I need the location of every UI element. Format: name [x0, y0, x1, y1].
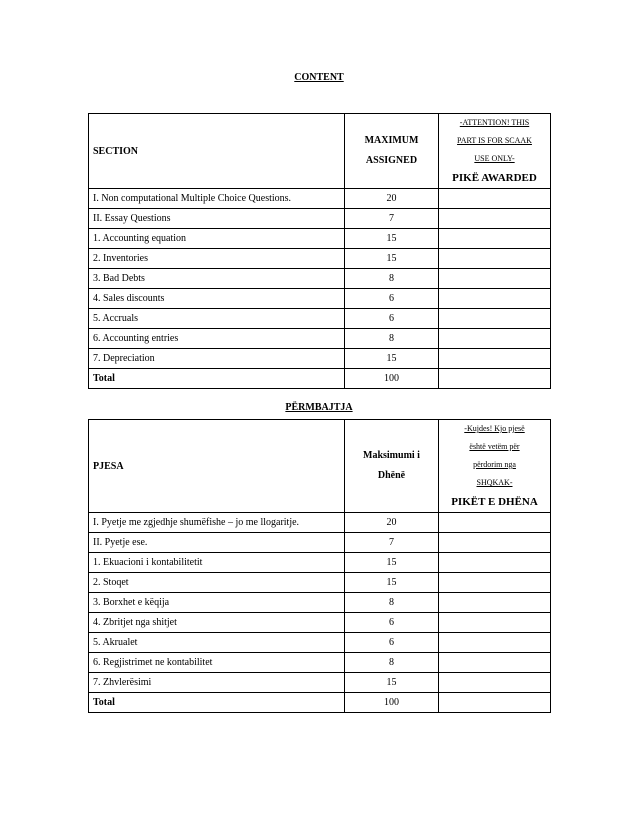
awarded-cell[interactable]	[439, 633, 551, 653]
awarded-cell[interactable]	[439, 289, 551, 309]
attention-line: -Kujdes! Kjo pjesë	[464, 424, 525, 433]
permbajtja-heading: PËRMBAJTJA	[285, 402, 353, 413]
attention-header	[439, 114, 551, 189]
total-awarded-cell[interactable]	[439, 693, 551, 713]
section-cell: 1. Ekuacioni i kontabilitetit	[89, 553, 345, 573]
max-header	[345, 114, 439, 189]
table-row	[89, 229, 551, 249]
awarded-cell[interactable]	[439, 553, 551, 573]
max-cell: 15	[345, 673, 439, 693]
section-cell: I. Pyetje me zgjedhje shumëfishe – jo me llogaritje.	[89, 513, 345, 533]
max-cell: 15	[345, 573, 439, 593]
max-cell: 6	[345, 289, 439, 309]
table-row	[89, 633, 551, 653]
section-cell: 1. Accounting equation	[89, 229, 345, 249]
table-row	[89, 309, 551, 329]
max-cell: 15	[345, 349, 439, 369]
awarded-cell[interactable]	[439, 229, 551, 249]
section-cell: 6. Accounting entries	[89, 329, 345, 349]
section-cell: 6. Regjistrimet ne kontabilitet	[89, 653, 345, 673]
section-cell: 4. Sales discounts	[89, 289, 345, 309]
section-cell: 3. Borxhet e këqija	[89, 593, 345, 613]
attention-line: USE ONLY-	[474, 154, 515, 163]
section-cell: I. Non computational Multiple Choice Questions.	[89, 189, 345, 209]
total-label: Total	[89, 369, 345, 389]
section-header: SECTION	[89, 114, 345, 189]
section-cell: 2. Stoqet	[89, 573, 345, 593]
section-cell: 4. Zbritjet nga shitjet	[89, 613, 345, 633]
attention-line: është vetëm për	[469, 442, 520, 451]
table-row	[89, 269, 551, 289]
attention-line: PART IS FOR SCAAK	[457, 136, 532, 145]
awarded-cell[interactable]	[439, 513, 551, 533]
max-cell: 15	[345, 229, 439, 249]
awarded-cell[interactable]	[439, 349, 551, 369]
total-max: 100	[345, 369, 439, 389]
max-cell: 8	[345, 653, 439, 673]
max-cell: 7	[345, 209, 439, 229]
table-row	[89, 613, 551, 633]
table-row	[89, 573, 551, 593]
table-row	[89, 289, 551, 309]
section-cell: 5. Akrualet	[89, 633, 345, 653]
attention-line: SHQKAK-	[476, 478, 513, 487]
max-cell: 6	[345, 309, 439, 329]
awarded-header: PIKËT E DHËNA	[451, 496, 538, 508]
max-cell: 8	[345, 593, 439, 613]
max-header	[345, 420, 439, 513]
attention-line: -ATTENTION! THIS	[459, 118, 530, 127]
section-cell: 5. Accruals	[89, 309, 345, 329]
awarded-cell[interactable]	[439, 533, 551, 553]
max-cell: 15	[345, 249, 439, 269]
max-header-line1: Maksimumi i	[363, 450, 420, 461]
section-cell: 2. Inventories	[89, 249, 345, 269]
content-table	[88, 113, 551, 389]
total-awarded-cell[interactable]	[439, 369, 551, 389]
total-max: 100	[345, 693, 439, 713]
max-header-line2: ASSIGNED	[365, 155, 418, 166]
table-row	[89, 553, 551, 573]
table-row	[89, 209, 551, 229]
max-header-line1: MAXIMUM	[364, 135, 419, 146]
header-row	[89, 420, 551, 513]
max-cell: 20	[345, 513, 439, 533]
awarded-cell[interactable]	[439, 613, 551, 633]
max-cell: 8	[345, 329, 439, 349]
table-row	[89, 249, 551, 269]
awarded-cell[interactable]	[439, 189, 551, 209]
attention-line: përdorim nga	[473, 460, 516, 469]
awarded-cell[interactable]	[439, 573, 551, 593]
awarded-cell[interactable]	[439, 653, 551, 673]
awarded-cell[interactable]	[439, 673, 551, 693]
table-row	[89, 533, 551, 553]
attention-header	[439, 420, 551, 513]
awarded-cell[interactable]	[439, 309, 551, 329]
header-row	[89, 114, 551, 189]
total-label: Total	[89, 693, 345, 713]
section-cell: 7. Depreciation	[89, 349, 345, 369]
permbajtja-table	[88, 419, 551, 713]
section-cell: II. Pyetje ese.	[89, 533, 345, 553]
max-cell: 20	[345, 189, 439, 209]
table-row	[89, 673, 551, 693]
content-heading: CONTENT	[294, 72, 344, 83]
max-cell: 8	[345, 269, 439, 289]
table-row	[89, 189, 551, 209]
awarded-cell[interactable]	[439, 249, 551, 269]
awarded-cell[interactable]	[439, 209, 551, 229]
section-header: PJESA	[89, 420, 345, 513]
total-row	[89, 369, 551, 389]
table-row	[89, 653, 551, 673]
table-row	[89, 593, 551, 613]
awarded-cell[interactable]	[439, 269, 551, 289]
table-row	[89, 329, 551, 349]
table-row	[89, 349, 551, 369]
awarded-cell[interactable]	[439, 593, 551, 613]
total-row	[89, 693, 551, 713]
section-cell: 7. Zhvlerësimi	[89, 673, 345, 693]
awarded-cell[interactable]	[439, 329, 551, 349]
section-cell: 3. Bad Debts	[89, 269, 345, 289]
max-cell: 6	[345, 633, 439, 653]
awarded-header: PIKË AWARDED	[452, 172, 537, 184]
table-row	[89, 513, 551, 533]
max-header-line2: Dhënë	[377, 470, 406, 481]
section-cell: II. Essay Questions	[89, 209, 345, 229]
max-cell: 7	[345, 533, 439, 553]
max-cell: 6	[345, 613, 439, 633]
max-cell: 15	[345, 553, 439, 573]
